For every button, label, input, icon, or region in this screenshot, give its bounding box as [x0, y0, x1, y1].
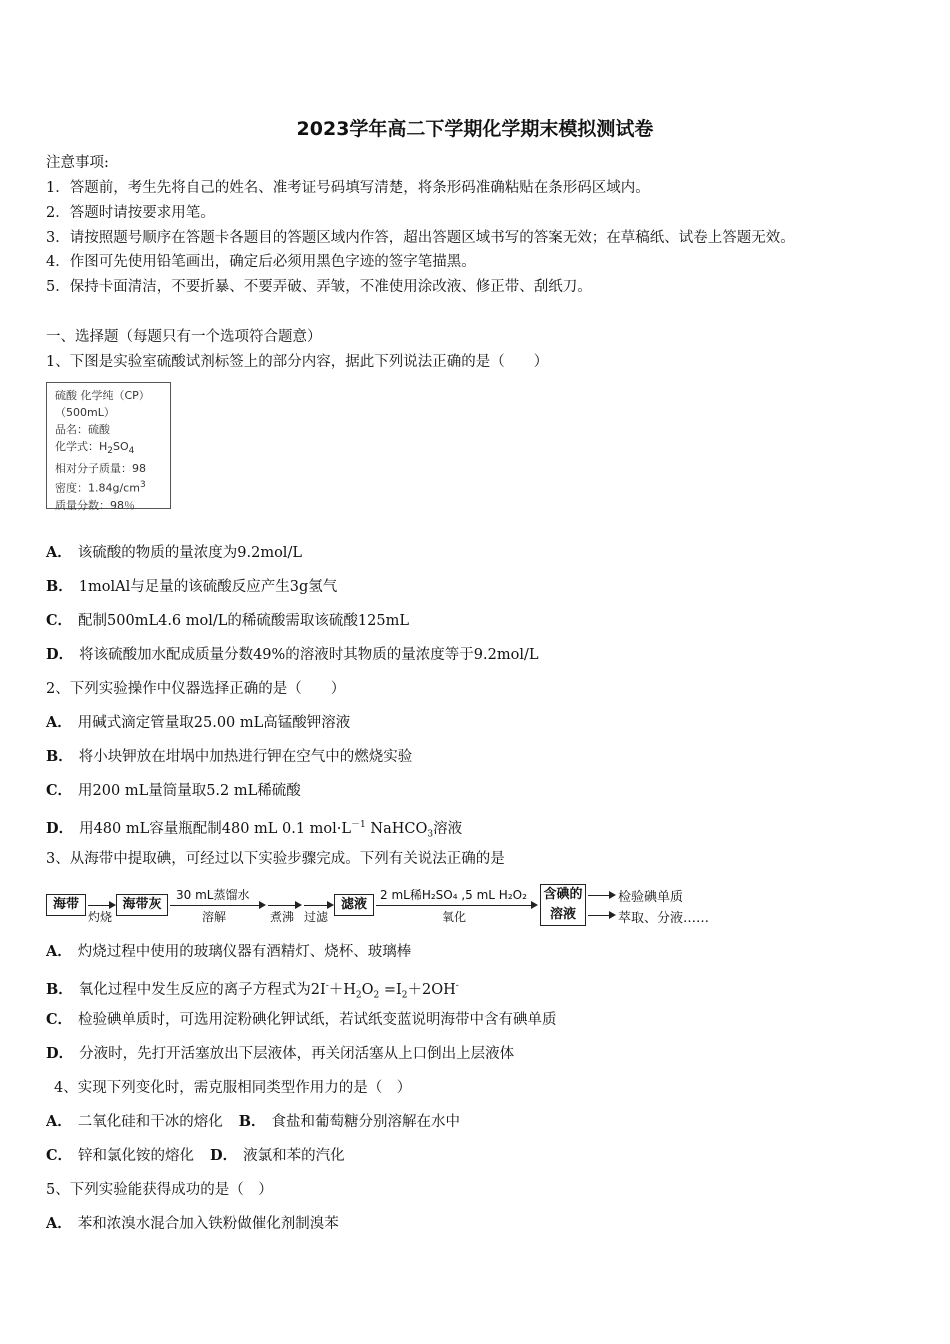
question-3-stem: 3、从海带中提取碘，可经过以下实验步骤完成。下列有关说法正确的是 [46, 851, 505, 867]
notice-heading: 注意事项: [46, 155, 109, 171]
notice-item-3: 3．请按照题号顺序在答题卡各题目的答题区域内作答，超出答题区域书写的答案无效；在草稿纸、试卷上答题无效。 [46, 230, 795, 246]
notice-item-5: 5．保持卡面清洁，不要折暴、不要弄破、弄皱，不准使用涂改液、修正带、刮纸刀。 [46, 279, 592, 295]
label-line-density: 密度：$1.84g/cm^3$ [55, 480, 146, 495]
flow-arrow [588, 915, 614, 916]
label-line: 品名：硫酸 [55, 423, 110, 436]
flow-arrow [170, 905, 264, 906]
option-1d: D． 将该硫酸加水配成质量分数49%的溶液时其物质的量浓度等于9.2mol/L [46, 646, 539, 663]
flow-step-filter: 过滤 [304, 910, 329, 924]
option-4ab: A． 二氧化硅和干冰的熔化 B． 食盐和葡萄糖分别溶解在水中 [46, 1113, 461, 1130]
flow-box-iodine-solution: 含碘的 溶液 [540, 884, 586, 926]
option-3b: B． 氧化过程中发生反应的离子方程式为$2I^-+H_2O_2 =I_2+2OH^-$ [46, 980, 459, 1001]
option-2d: D． 用480 mL容量瓶配制480 mL 0.1 $mol\cdot L^{-1}$ NaHCO$_3$溶液 [46, 819, 463, 840]
flow-out-extract: 萃取、分液…… [618, 911, 710, 926]
option-1c: C． 配制500mL4.6 mol/L的稀硫酸需取该硫酸125mL [46, 612, 409, 629]
option-4cd: C． 锌和氯化铵的熔化 D． 液氯和苯的汽化 [46, 1147, 345, 1164]
reagent-label-figure [46, 382, 171, 512]
label-line-formula: 化学式：$H_2SO_4$ [55, 440, 135, 457]
flow-step-water: 30 mL蒸馏水 [176, 888, 250, 902]
flow-arrow [304, 905, 332, 906]
flow-arrow [588, 895, 614, 896]
flow-box-seaweed: 海带 [46, 894, 86, 916]
flow-out-test: 检验碘单质 [618, 890, 684, 905]
flow-step-ignite: 灼烧 [88, 910, 113, 924]
flow-arrow [268, 905, 300, 906]
flow-step-oxidize: 氧化 [442, 910, 467, 924]
flow-arrow [88, 905, 114, 906]
question-5-stem: 5、下列实验能获得成功的是（ ） [46, 1182, 273, 1198]
notice-item-2: 2．答题时请按要求用笔。 [46, 205, 215, 221]
option-2c: C． 用200 mL量筒量取5.2 mL稀硫酸 [46, 782, 301, 799]
option-2a: A． 用碱式滴定管量取25.00 mL高锰酸钾溶液 [46, 714, 351, 731]
option-3d: D． 分液时，先打开活塞放出下层液体，再关闭活塞从上口倒出上层液体 [46, 1045, 515, 1062]
question-4-stem: 4、实现下列变化时，需克服相同类型作用力的是（ ） [54, 1080, 412, 1096]
label-line: 质量分数：98％ [55, 498, 135, 512]
flow-arrow [376, 905, 536, 906]
option-5a: A． 苯和浓溴水混合加入铁粉做催化剂制溴苯 [46, 1215, 339, 1232]
label-line: 硫酸 化学纯（CP） [55, 389, 150, 402]
section-heading: 一、选择题（每题只有一个选项符合题意） [46, 329, 322, 345]
flow-step-dissolve: 溶解 [202, 910, 227, 924]
question-2-stem: 2、下列实验操作中仪器选择正确的是（ ） [46, 681, 346, 697]
option-3a: A． 灼烧过程中使用的玻璃仪器有酒精灯、烧杯、玻璃棒 [46, 943, 412, 960]
flow-step-reagents: 2 mL稀H₂SO₄ ,5 mL H₂O₂ [380, 888, 527, 902]
question-1-stem: 1、下图是实验室硫酸试剂标签上的部分内容，据此下列说法正确的是（ ） [46, 354, 549, 370]
flow-box-filtrate: 滤液 [334, 894, 374, 916]
option-2b: B． 将小块钾放在坩埚中加热进行钾在空气中的燃烧实验 [46, 748, 413, 765]
flow-step-boil: 煮沸 [270, 910, 295, 924]
notice-item-1: 1．答题前，考生先将自己的姓名、准考证号码填写清楚，将条形码准确粘贴在条形码区域内。 [46, 180, 650, 196]
option-1b: B． 1molAl与足量的该硫酸反应产生3g氢气 [46, 578, 338, 595]
page-title: 2023学年高二下学期化学期末模拟测试卷 [296, 118, 654, 140]
iodine-extraction-flowchart [46, 884, 726, 930]
notice-item-4: 4．作图可先使用铅笔画出，确定后必须用黑色字迹的签字笔描黑。 [46, 254, 476, 270]
flow-box-ash: 海带灰 [116, 894, 168, 916]
label-line: 相对分子质量：98 [55, 462, 146, 476]
label-line: （500mL） [55, 406, 115, 419]
option-1a: A． 该硫酸的物质的量浓度为9.2mol/L [46, 544, 302, 561]
option-3c: C． 检验碘单质时，可选用淀粉碘化钾试纸，若试纸变蓝说明海带中含有碘单质 [46, 1011, 557, 1028]
